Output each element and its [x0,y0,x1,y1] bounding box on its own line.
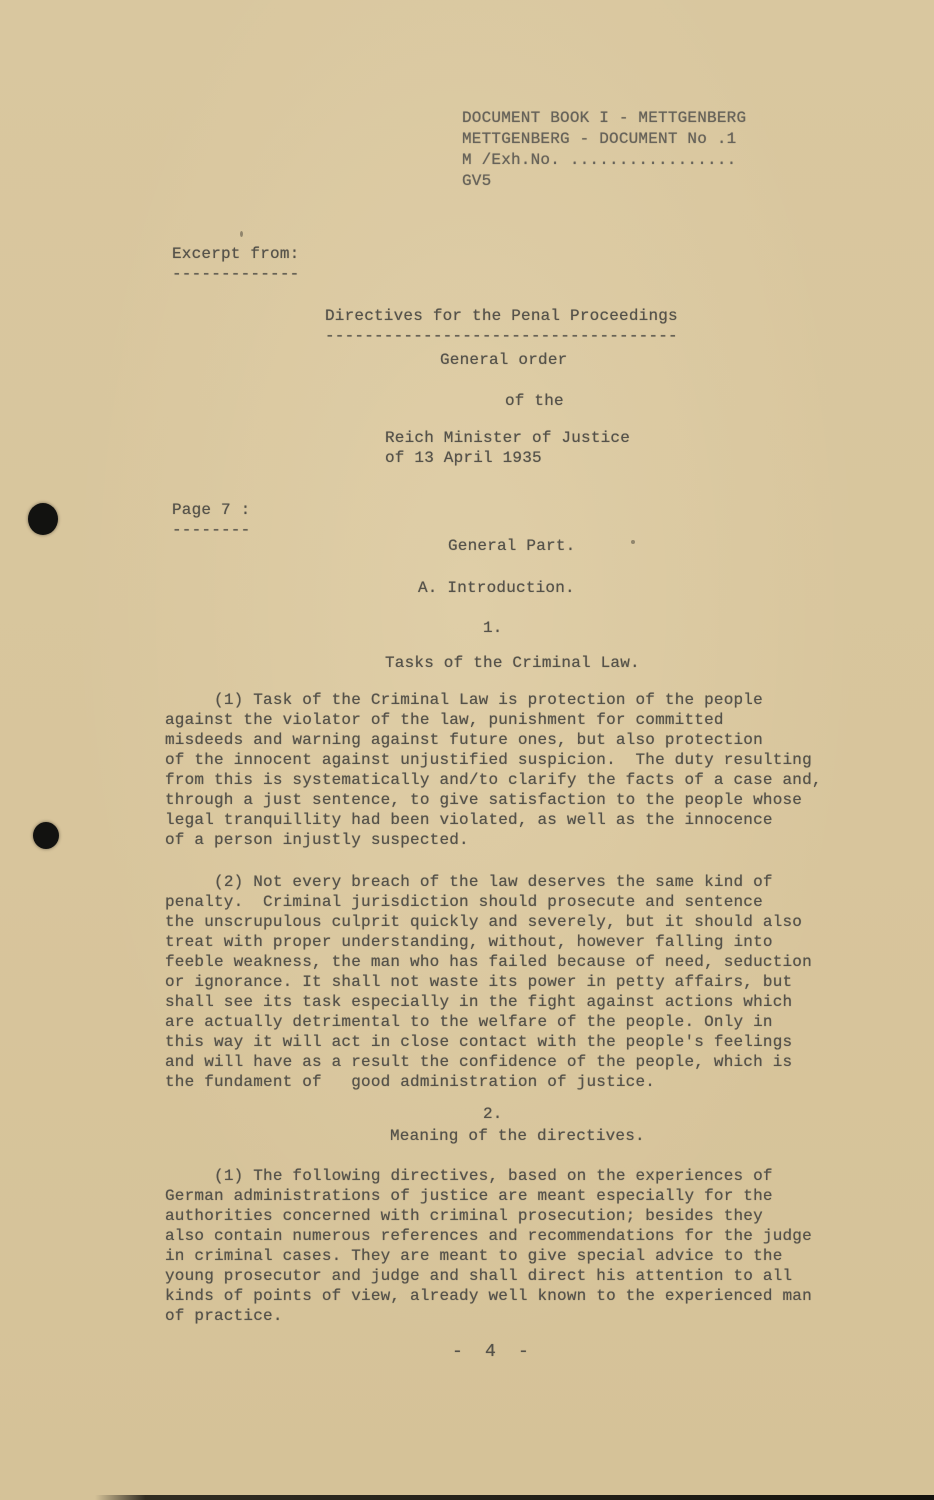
page-reference: Page 7 : -------- [172,501,251,539]
heading-introduction: A. Introduction. [418,579,575,597]
heading-number-1: 1. [483,619,503,637]
document-stamp: DOCUMENT BOOK I - METTGENBERG METTGENBERG - DOCUMENT No .1 M /Exh.No. ................. GV5 [462,109,747,190]
title-subline-minister: Reich Minister of Justice of 13 April 1935 [385,429,631,467]
punch-hole-bottom [33,822,59,849]
paragraph-3: (1) The following directives, based on the experiences of German administrations of justice are meant especially for the authorities concerned with criminal prosecution; besides they also contain numerous references and recommendations for the judge in criminal cases. They are meant to give special advice to the young prosecutor and judge and shall direct his attention to all kinds of points of view, already well known to the experienced man of practice. [165,1167,812,1325]
page-number: - 4 - [452,1342,530,1362]
heading-tasks: Tasks of the Criminal Law. [385,654,640,672]
heading-number-2: 2. [483,1105,503,1123]
paragraph-2: (2) Not every breach of the law deserves the same kind of penalty. Criminal jurisdiction should prosecute and sentence the unscrupulous culprit quickly and severely, but it should also treat with proper understanding, without, however falling into feeble weakness, the man who has failed because of need, seduction or ignorance. It shall not waste its power in petty affairs, but shall see its task especially in the fight against actions which are actually detrimental to the welfare of the people. Only in this way it will act in close contact with the people's feelings and will have as a result the confidence of the people, which is the fundament of good administration of justice. [165,873,812,1091]
excerpt-label: Excerpt from: ------------- [172,245,300,283]
scan-speck [631,540,635,544]
title-subline-of-the: of the [505,392,564,410]
title-subline-general-order: General order [440,351,568,369]
scan-bottom-edge [95,1495,934,1500]
heading-meaning: Meaning of the directives. [390,1127,645,1145]
scan-speck [240,231,243,237]
heading-general-part: General Part. [448,537,576,555]
punch-hole-top [28,503,58,535]
paragraph-1: (1) Task of the Criminal Law is protection of the people against the violator of the law, punishment for committed misdeeds and warning against future ones, but also protection of the innocent against unjustified suspicion. The duty resulting from this is systematically and/to clarify the facts of a case and, through a just sentence, to give satisfaction to the people whose legal tranquillity had been violated, as well as the innocence of a person injustly suspected. [165,691,822,849]
document-title: Directives for the Penal Proceedings ------------------------------------ [325,307,678,345]
